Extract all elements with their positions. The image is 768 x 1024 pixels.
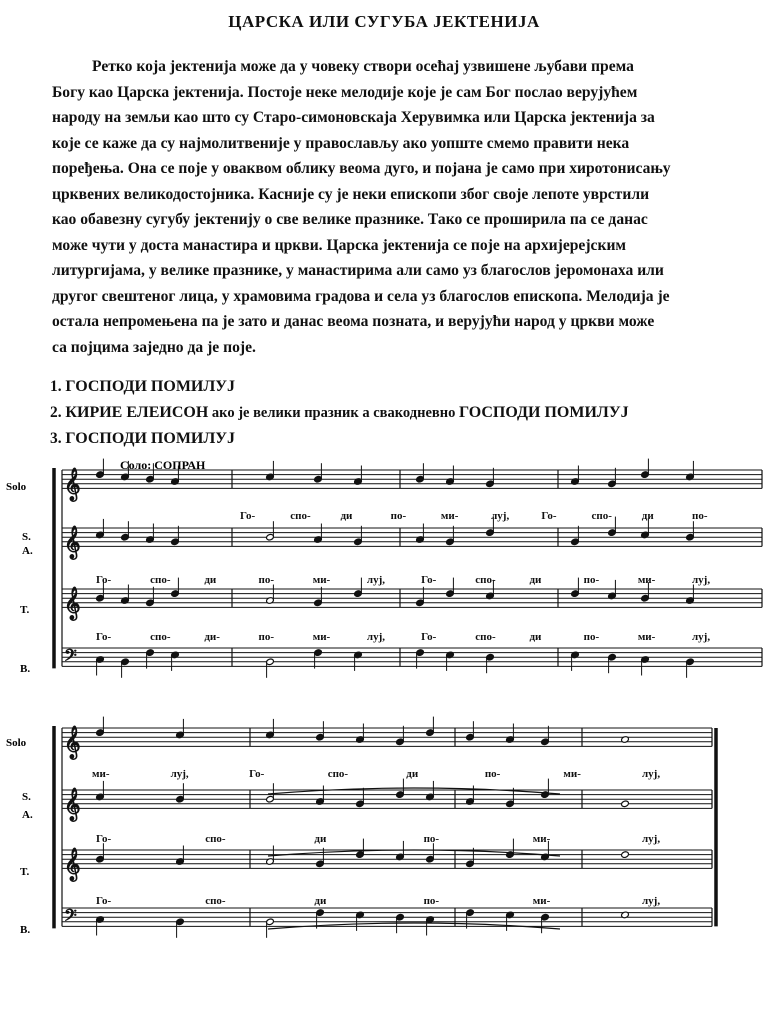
staff-label-solo: Solo [6, 481, 27, 493]
lyric-syllable: луј, [366, 574, 386, 586]
note-head [621, 800, 630, 808]
treble-clef-icon: 𝄞 [64, 727, 81, 759]
item-text: КИРИЕ ЕЛЕИСОН [65, 404, 209, 421]
lyric-syllable: ди [529, 574, 542, 586]
paragraph-line: литургијама, у велике празнике, у манастирима али само уз благослов јеромонаха или [52, 262, 664, 279]
lyric-syllable: ди- [204, 631, 220, 643]
lyric-syllable: ми- [637, 631, 656, 643]
lyric-syllable: Го- [96, 631, 112, 643]
item-text: ГОСПОДИ ПОМИЛУЈ [65, 430, 236, 447]
lyric-syllable: ди [529, 631, 542, 643]
lyric-syllable: луј, [170, 768, 189, 780]
lyric-syllable: луј, [692, 574, 711, 586]
lyric-syllable: Го- [96, 833, 112, 845]
lyric-syllable: спо- [205, 895, 226, 907]
lyric-syllable: ми- [312, 574, 331, 586]
music-score [0, 440, 768, 1000]
lyric-syllable: ми- [563, 768, 581, 780]
lyric-syllable: по- [692, 510, 708, 522]
staff-label-a: A. [22, 809, 33, 821]
lyric-syllable: ди [406, 768, 419, 780]
lyric-syllable: ми- [532, 895, 551, 907]
lyric-syllable: луј, [642, 768, 661, 780]
lyric-syllable: спо- [150, 631, 171, 643]
intro-paragraph [52, 54, 720, 360]
lyric-syllable: по- [390, 510, 407, 522]
bass-clef-icon: 𝄢 [64, 906, 77, 929]
lyric-syllable: спо- [290, 510, 311, 522]
paragraph-line: црквених великодостојника. Касније су је неки епископи због своје лепоте уврстили [52, 185, 650, 203]
lyric-syllable: Го- [421, 574, 437, 586]
solo-heading: Соло: СОПРАН [120, 458, 206, 472]
paragraph-line: остала непромењена па је зато и данас веома позната, и верујући народ у цркви може [52, 313, 655, 330]
staff-label-a: A. [22, 545, 33, 557]
note-head [621, 851, 630, 859]
notation [54, 459, 762, 938]
staff-label-s: S. [22, 791, 31, 803]
lyric-syllable: луј, [642, 895, 661, 907]
lyric-syllable: ми- [440, 510, 459, 522]
item-number: 2. [50, 404, 62, 421]
item-text: ГОСПОДИ ПОМИЛУЈ [65, 378, 236, 395]
item-text-end: ГОСПОДИ ПОМИЛУЈ [458, 404, 629, 421]
paragraph-line: са појцима заједно да је поје. [52, 338, 256, 356]
list-item [50, 400, 629, 426]
staff-label-b: B. [20, 924, 31, 936]
treble-clef-icon: 𝄞 [64, 849, 81, 881]
lyric-syllable: Го- [96, 574, 112, 586]
lyric-syllable: по- [258, 574, 275, 586]
lyric-syllable: ди [204, 574, 217, 586]
lyric-syllable: по- [583, 574, 600, 586]
lyrics [92, 510, 710, 907]
lyric-syllable: спо- [327, 768, 349, 780]
page-title: ЦАРСКА ИЛИ СУГУБА ЈЕКТЕНИЈА [228, 12, 540, 31]
bass-clef-icon: 𝄢 [64, 646, 77, 669]
lyric-syllable: по- [423, 833, 440, 845]
paragraph-line: Богу као Царска јектенија. Постоје неке мелодије које је сам Бог послао верујућем [52, 83, 638, 101]
lyric-syllable: спо- [591, 510, 612, 522]
staff-label-s: S. [22, 531, 31, 543]
staff-label-t: T. [20, 604, 30, 616]
paragraph-line: Ретко која јектенија може да у човеку створи осећај узвишене љубави према [92, 58, 634, 75]
treble-clef-icon: 𝄞 [64, 527, 81, 559]
item-number: 3. [50, 430, 62, 447]
lyric-syllable: Го- [96, 895, 112, 907]
item-number: 1. [50, 378, 62, 395]
staff-label-solo: Solo [6, 737, 27, 749]
lyric-syllable: спо- [475, 574, 496, 586]
paragraph-line: народу на земљи као што су Старо-симоновскаја Херувимка или Царска јектенија за [52, 109, 655, 126]
paragraph-line: поређења. Она се поје у оваквом облику веома дуго, и појана је само при хиротонисању [52, 160, 671, 177]
lyric-syllable: ди [314, 833, 327, 845]
treble-clef-icon: 𝄞 [64, 588, 81, 620]
paragraph-line: као обавезну сугубу јектенију о све велике празнике. Тако се проширила па се данас [52, 211, 648, 228]
lyric-syllable: по- [423, 895, 440, 907]
slur [268, 788, 560, 794]
lyric-syllable: луј, [642, 833, 661, 845]
lyric-syllable: спо- [205, 833, 226, 845]
lyric-syllable: спо- [150, 574, 171, 586]
lyric-syllable: луј, [366, 631, 386, 643]
lyric-syllable: Го- [541, 510, 557, 522]
lyric-syllable: ди [641, 510, 654, 522]
paragraph-line: другог свештеног лица, у храмовима градова и села уз благослов епископа. Мелодија је [52, 287, 670, 305]
lyric-syllable: луј, [692, 631, 711, 643]
treble-clef-icon: 𝄞 [64, 789, 81, 821]
staff-label-t: T. [20, 866, 30, 878]
lyric-syllable: спо- [475, 631, 496, 643]
paragraph-line: може чути у доста манастира и цркви. Царска јектенија се поје на архијерејским [52, 236, 627, 254]
lyric-syllable: ми- [312, 631, 331, 643]
paragraph-line: које се каже да су најмолитвеније у православљу ако уопште смемо правити нека [52, 134, 630, 152]
lyric-syllable: ди [340, 510, 353, 522]
lyric-syllable: ми- [92, 768, 110, 780]
lyric-syllable: по- [583, 631, 600, 643]
lyric-syllable: по- [258, 631, 275, 643]
lyric-syllable: ми- [532, 833, 551, 845]
lyric-syllable: ми- [637, 574, 656, 586]
lyric-syllable: Го- [240, 510, 256, 522]
lyric-syllable: луј, [491, 510, 510, 522]
list-item [50, 374, 629, 400]
lyric-syllable: по- [484, 768, 501, 780]
treble-clef-icon: 𝄞 [64, 469, 81, 501]
item-note: ако је велики празник а свакодневно [208, 405, 459, 421]
lyric-syllable: Го- [249, 768, 265, 780]
lyric-syllable: Го- [421, 631, 437, 643]
staff-label-b: B. [20, 663, 31, 675]
lyric-syllable: ди [314, 895, 327, 907]
